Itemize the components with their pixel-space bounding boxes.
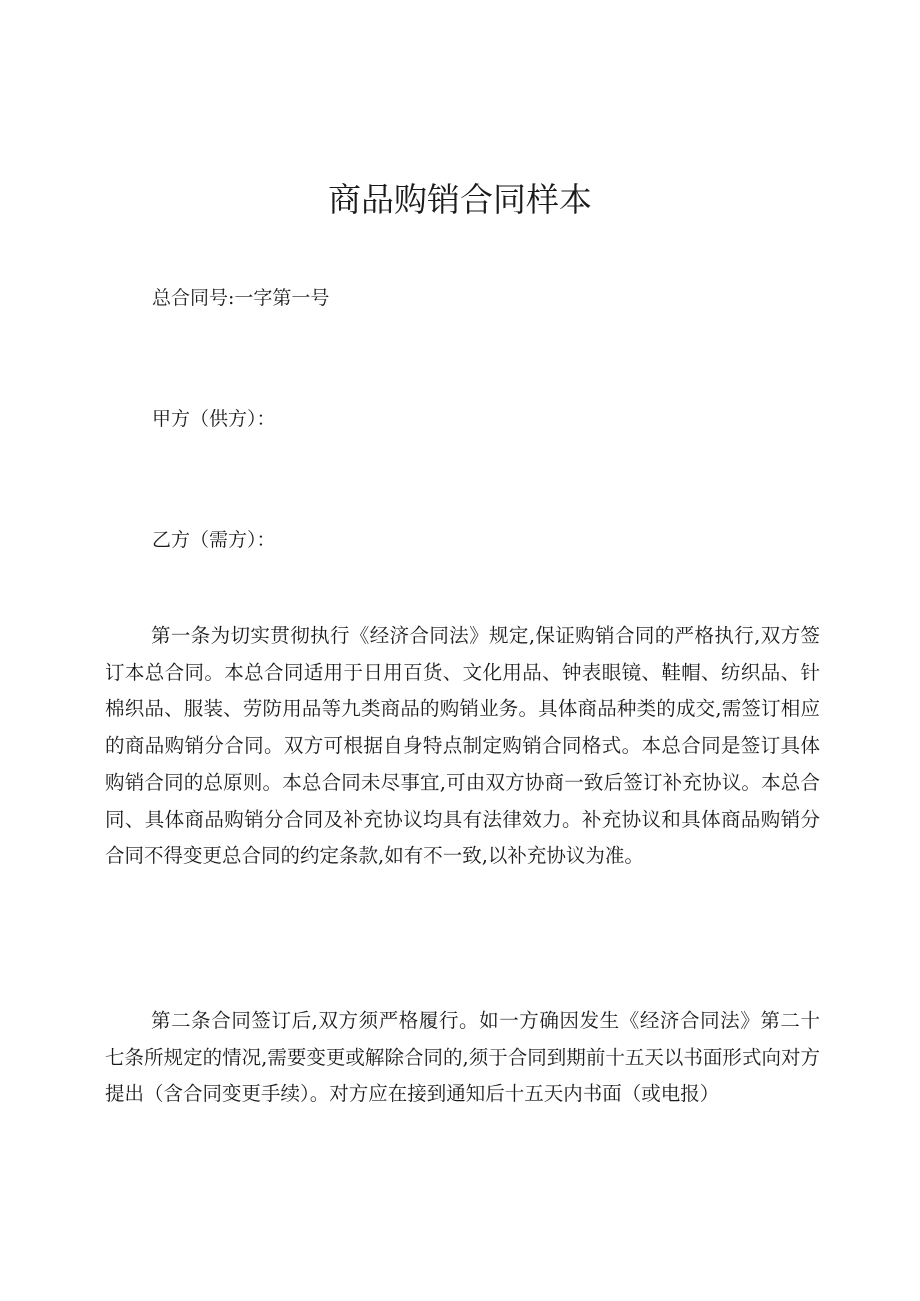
- contract-number: 总合同号:一字第一号: [152, 287, 330, 309]
- party-a-label: 甲方（供方）：: [152, 408, 276, 430]
- document-title: 商品购销合同样本: [328, 180, 592, 219]
- party-b-label: 乙方（需方）：: [152, 529, 276, 551]
- article-1-paragraph: 第一条为切实贯彻执行《经济合同法》规定,保证购销合同的严格执行,双方签订本总合同。本总合同适用于日用百货、文化用品、钟表眼镜、鞋帽、纺织品、针棉织品、服装、劳防用品等九类商品的购销业务。具体商品种类的成交,需签订相应的商品购销分合同。双方可根据自身特点制定购销合同格式。本总合同是签订具体购销合同的总原则。本总合同未尽事宜,可由双方协商一致后签订补充协议。本总合同、具体商品购销分合同及补充协议均具有法律效力。补充协议和具体商品购销分合同不得变更总合同的约定条款,如有不一致,以补充协议为准。: [105, 624, 820, 868]
- article-2-paragraph: 第二条合同签订后,双方须严格履行。如一方确因发生《经济合同法》第二十七条所规定的情况,需要变更或解除合同的,须于合同到期前十五天以书面形式向对方提出（含合同变更手续）。对方应在接到通知后十五天内书面（或电报）: [105, 1009, 820, 1106]
